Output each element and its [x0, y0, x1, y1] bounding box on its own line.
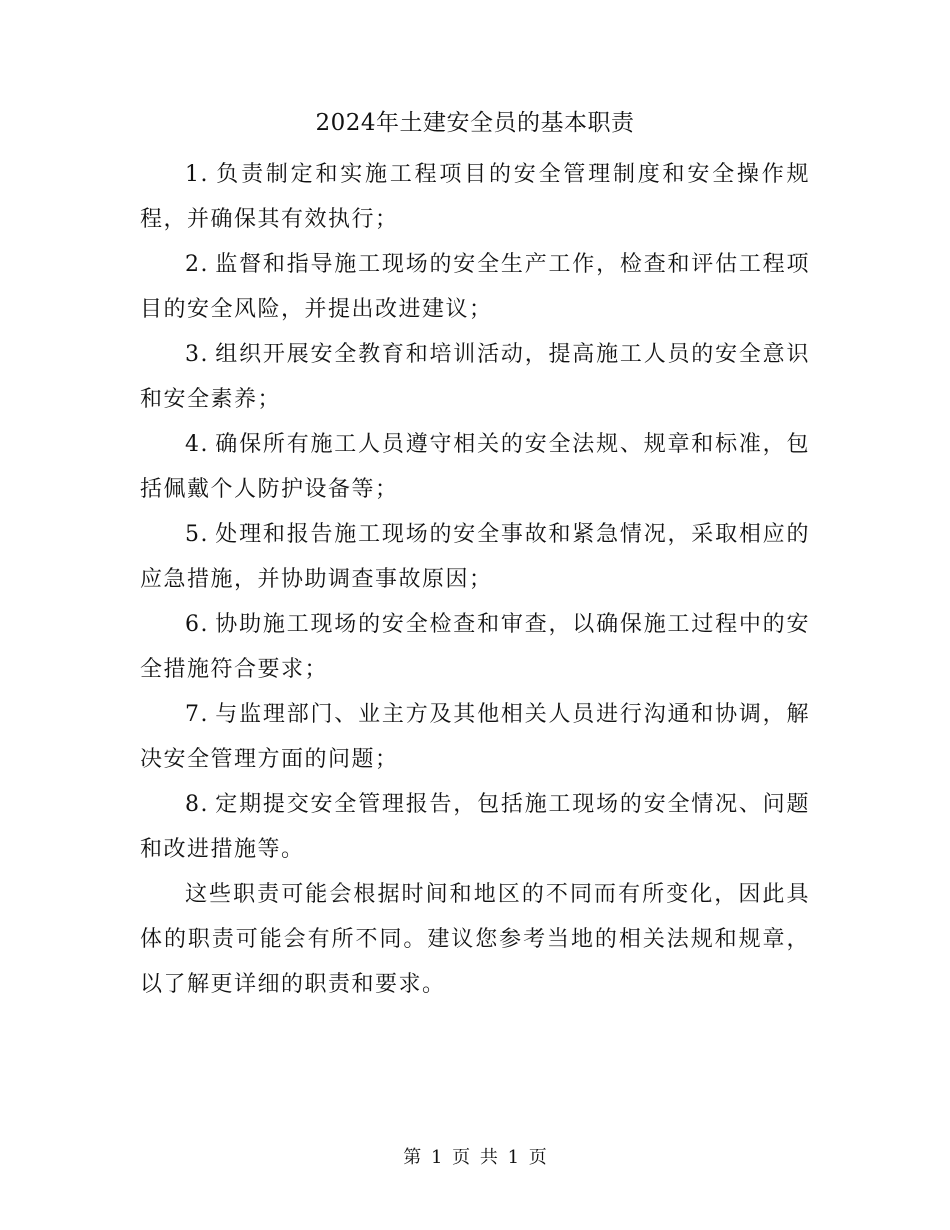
list-item [140, 422, 810, 512]
list-item [140, 602, 810, 692]
document-body [140, 152, 810, 1007]
item-text: 组织开展安全教育和培训活动，提高施工人员的安全意识和安全素养； [140, 342, 810, 412]
list-item [140, 242, 810, 332]
item-number: 2. [185, 252, 209, 277]
item-number: 6. [185, 612, 209, 637]
item-text: 确保所有施工人员遵守相关的安全法规、规章和标准，包括佩戴个人防护设备等； [140, 432, 810, 502]
item-text: 监督和指导施工现场的安全生产工作，检查和评估工程项目的安全风险，并提出改进建议； [140, 252, 810, 322]
item-number: 4. [185, 432, 209, 457]
list-item [140, 512, 810, 602]
item-text: 负责制定和实施工程项目的安全管理制度和安全操作规程，并确保其有效执行； [140, 162, 810, 232]
document-title: 2024年土建安全员的基本职责 [315, 110, 635, 136]
item-text: 与监理部门、业主方及其他相关人员进行沟通和协调，解决安全管理方面的问题； [140, 702, 810, 772]
list-item [140, 332, 810, 422]
item-number: 8. [185, 792, 209, 817]
item-number: 5. [185, 522, 209, 547]
closing-paragraph: 这些职责可能会根据时间和地区的不同而有所变化，因此具体的职责可能会有所不同。建议您参考当地的相关法规和规章，以了解更详细的职责和要求。 [140, 882, 810, 997]
item-text: 协助施工现场的安全检查和审查，以确保施工过程中的安全措施符合要求； [140, 612, 810, 682]
item-number: 1. [185, 162, 209, 187]
page-number-footer: 第 1 页 共 1 页 [403, 1147, 547, 1168]
list-item [140, 782, 810, 872]
item-number: 3. [185, 342, 209, 367]
item-text: 定期提交安全管理报告，包括施工现场的安全情况、问题和改进措施等。 [140, 792, 810, 862]
item-number: 7. [185, 702, 209, 727]
list-item [140, 152, 810, 242]
list-item [140, 692, 810, 782]
item-text: 处理和报告施工现场的安全事故和紧急情况，采取相应的应急措施，并协助调查事故原因； [140, 522, 810, 592]
